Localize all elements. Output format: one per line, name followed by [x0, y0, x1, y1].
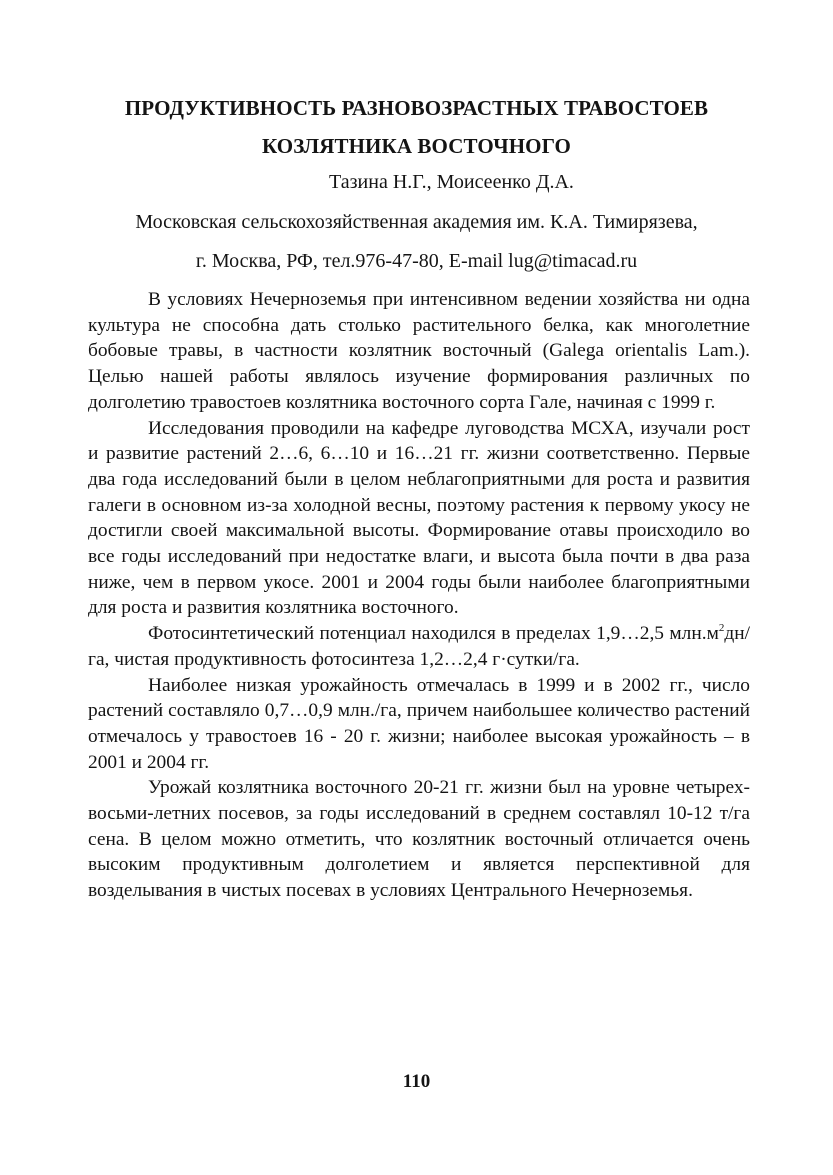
page-number: 110	[402, 1071, 431, 1092]
paragraph-3-part-1: Фотосинтетический потенциал находился в пределах 1,9…2,5 млн.м	[148, 623, 719, 645]
title-line-2: КОЗЛЯТНИКА ВОСТОЧНОГО	[262, 134, 571, 158]
paragraph-3	[88, 621, 750, 672]
contacts: г. Москва, РФ, тел.976-47-80, E-mail lug@timacad.ru	[195, 250, 638, 272]
paragraph-4: Наиболее низкая урожайность отмечалась в 1999 и в 2002 гг., число растений составляло 0,7…0,9 млн./га, причем наибольшее количество растений отмечалось у травостоев 16 - 20 г. жизни; наиболее высокая урожайность – в 2001 и 2004 гг.	[88, 674, 750, 773]
authors: Тазина Н.Г., Моисеенко Д.А.	[329, 171, 574, 193]
superscript-2: 2	[718, 621, 725, 634]
paragraph-3-part-2: дн/га, чистая продуктивность фотосинтеза 1,2…2,4 г·сутки/га.	[88, 623, 750, 670]
paragraph-5: Урожай козлятника восточного 20-21 гг. жизни был на уровне четырех-восьми-летних посевов, за годы исследований в среднем составлял 10-12 т/га сена. В целом можно отметить, что козлятник восточный отличается очень высоким продуктивным долголетием и является перспективной для возделывания в чистых посевах в условиях Центрального Нечерноземья.	[88, 777, 750, 902]
paragraph-1: В условиях Нечерноземья при интенсивном ведении хозяйства ни одна культура не способна дать столько растительного белка, как многолетние бобовые травы, в частности козлятник восточный (Galega orientalis Lam.). Целью нашей работы являлось изучение формирования различных по долголетию травостоев козлятника восточного сорта Гале, начиная с 1999 г.	[88, 289, 750, 413]
affiliation: Московская сельскохозяйственная академия им. К.А. Тимирязева,	[135, 211, 698, 233]
article-body	[88, 287, 750, 904]
title-line-1: ПРОДУКТИВНОСТЬ РАЗНОВОЗРАСТНЫХ ТРАВОСТОЕВ	[124, 96, 709, 120]
paragraph-2: Исследования проводили на кафедре луговодства МСХА, изучали рост и развитие растений 2…6, 6…10 и 16…21 гг. жизни соответственно. Первые два года исследований были в целом неблагоприятными для роста и развития галеги в основном из-за холодной весны, поэтому растения к первому укосу не достигли своей максимальной высоты. Формирование отавы происходило во все годы исследований при недостатке влаги, и высота была почти в два раза ниже, чем в первом укосе. 2001 и 2004 годы были наиболее благоприятными для роста и развития козлятника восточного.	[88, 417, 750, 619]
